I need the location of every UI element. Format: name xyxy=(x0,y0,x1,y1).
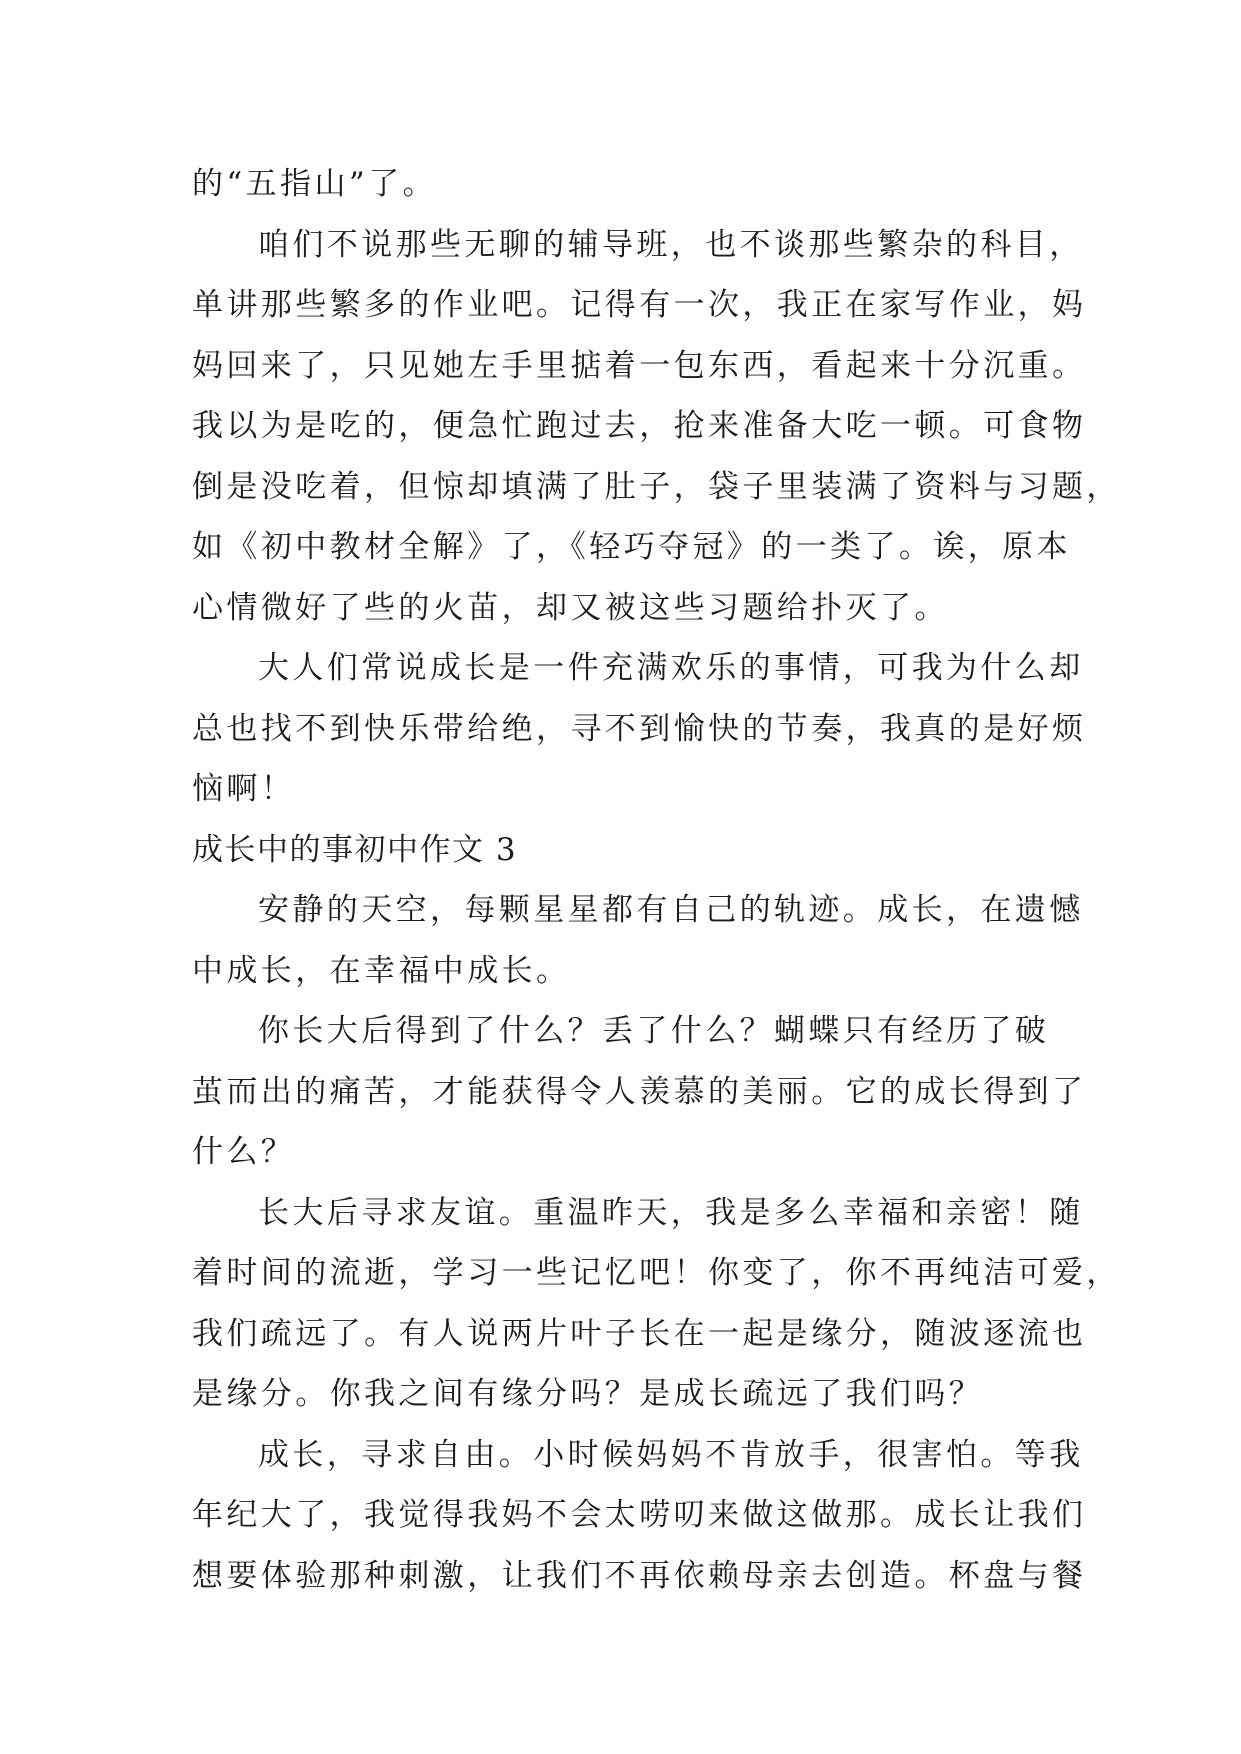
paragraph-first-line: 你长大后得到了什么？丢了什么？蝴蝶只有经历了破 xyxy=(258,1013,1050,1049)
text-line: 着时间的流逝，学习一些记忆吧！你变了，你不再纯洁可爱， xyxy=(192,1255,1121,1291)
text-line: 年纪大了，我觉得我妈不会太唠叨来做这做那。成长让我们 xyxy=(192,1497,1087,1533)
text-line: 倒是没吃着，但惊却填满了肚子，袋子里装满了资料与习题， xyxy=(192,468,1121,505)
text-line: 如《初中教材全解》了，《轻巧夺冠》的一类了。诶，原本 xyxy=(192,529,1071,565)
paragraph-first-line: 咱们不说那些无聊的辅导班，也不谈那些繁杂的科目， xyxy=(258,226,1084,263)
section-title: 成长中的事初中作文 3 xyxy=(192,831,518,868)
text-line: 什么？ xyxy=(192,1134,296,1170)
text-line: 中成长，在幸福中成长。 xyxy=(192,952,571,989)
text-line: 心情微好了些的火苗，却又被这些习题给扑灭了。 xyxy=(192,589,949,626)
paragraph-first-line: 成长，寻求自由。小时候妈妈不肯放手，很害怕。等我 xyxy=(258,1436,1084,1473)
text-line: 想要体验那种刺激，让我们不再依赖母亲去创造。杯盘与餐 xyxy=(192,1557,1087,1594)
text-line: 是缘分。你我之间有缘分吗？是成长疏远了我们吗？ xyxy=(192,1376,984,1412)
text-line: 总也找不到快乐带给绝，寻不到愉快的节奏，我真的是好烦 xyxy=(192,710,1087,747)
text-line: 单讲那些繁多的作业吧。记得有一次，我正在家写作业，妈 xyxy=(192,287,1087,323)
text-line: 恼啊！ xyxy=(192,771,296,807)
text-line: 妈回来了，只见她左手里掂着一包东西，看起来十分沉重。 xyxy=(192,347,1087,384)
text-line: 我们疏远了。有人说两片叶子长在一起是缘分，随波逐流也 xyxy=(192,1315,1087,1352)
paragraph-first-line: 安静的天空，每颗星星都有自己的轨迹。成长，在遗憾 xyxy=(258,892,1084,928)
paragraph-first-line: 大人们常说成长是一件充满欢乐的事情，可我为什么却 xyxy=(258,650,1084,686)
text-line: 的“五指山”了。 xyxy=(192,166,437,202)
essay-body xyxy=(192,154,1121,1606)
paragraph-first-line: 长大后寻求友谊。重温昨天，我是多么幸福和亲密！随 xyxy=(258,1194,1084,1231)
text-line: 我以为是吃的，便急忙跑过去，抢来准备大吃一顿。可食物 xyxy=(192,408,1087,444)
text-line: 茧而出的痛苦，才能获得令人羡慕的美丽。它的成长得到了 xyxy=(192,1073,1087,1110)
